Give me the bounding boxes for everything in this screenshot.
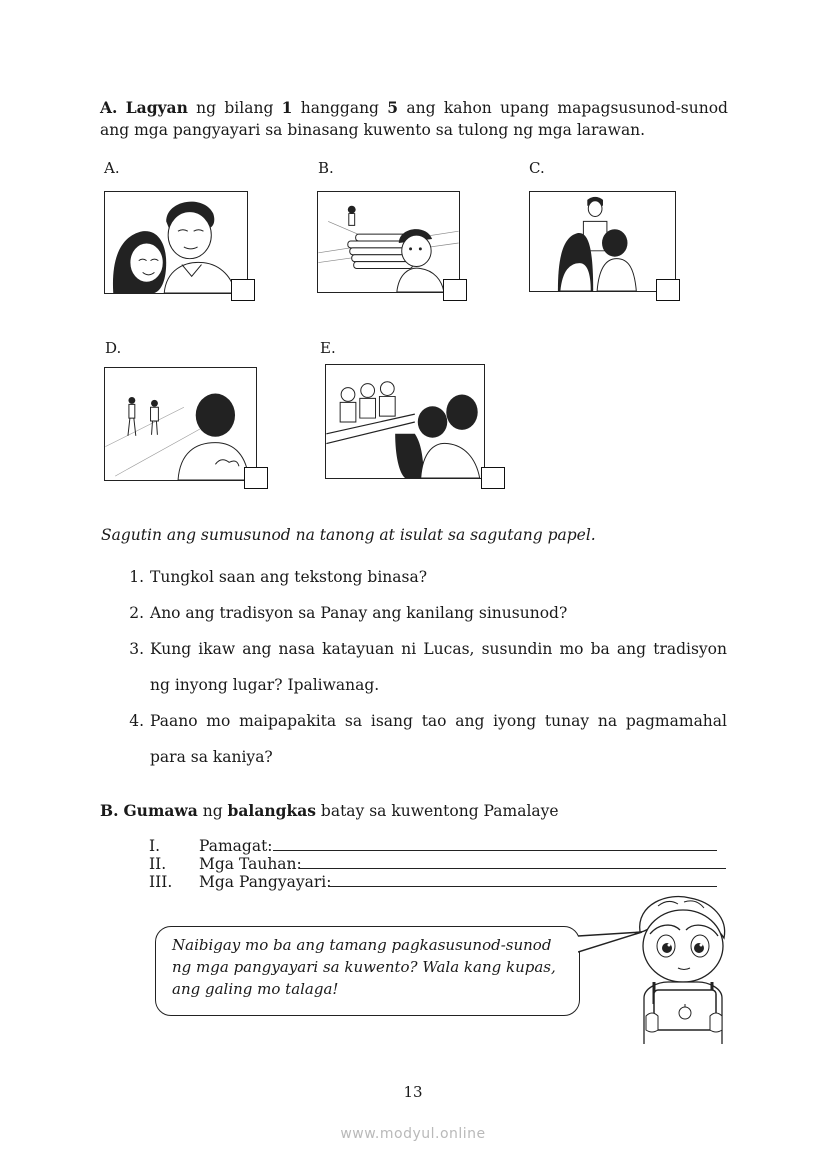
question-number: 4. bbox=[129, 712, 144, 730]
couple-facing-man-illustration bbox=[529, 191, 676, 292]
section-b-instruction bbox=[100, 801, 559, 820]
section-a-num-2: 5 bbox=[387, 98, 399, 117]
outline-item-tauhan bbox=[149, 855, 729, 873]
outline-item-pangyayari bbox=[149, 873, 729, 891]
outline-label: Mga Pangyayari: bbox=[199, 873, 332, 891]
outline-number: III. bbox=[149, 873, 173, 891]
pangyayari-answer-line[interactable] bbox=[328, 873, 717, 887]
question-text: Tungkol saan ang tekstong binasa? bbox=[150, 568, 428, 586]
question-number: 1. bbox=[129, 568, 144, 586]
question-item bbox=[126, 631, 728, 703]
people-seated-illustration bbox=[325, 364, 485, 479]
watermark: www.modyul.online bbox=[340, 1126, 486, 1142]
section-a-text-2: hanggang bbox=[292, 99, 388, 117]
section-a-bold-word: Lagyan bbox=[125, 98, 188, 117]
question-item bbox=[126, 559, 728, 595]
outline-number: II. bbox=[149, 855, 167, 873]
section-b-text-1: ng bbox=[197, 802, 228, 820]
picture-b-label: B. bbox=[318, 159, 334, 177]
answer-box-b[interactable] bbox=[443, 279, 467, 301]
question-number: 2. bbox=[129, 604, 144, 622]
answer-box-e[interactable] bbox=[481, 467, 505, 489]
section-a-text-3: ang kahon upang mapagsusunod-sunod ang mga pangyayari sa binasang kuwento sa tulong ng mga larawan. bbox=[100, 99, 728, 139]
outline-item-pamagat bbox=[149, 837, 729, 855]
answer-box-d[interactable] bbox=[244, 467, 268, 489]
picture-a-label: A. bbox=[104, 159, 120, 177]
question-number: 3. bbox=[129, 640, 144, 658]
tauhan-answer-line[interactable] bbox=[299, 855, 726, 869]
question-text: Paano mo maipapakita sa isang tao ang iyong tunay na pagmamahal para sa kaniya? bbox=[150, 712, 727, 766]
question-item bbox=[126, 703, 728, 775]
outline-number: I. bbox=[149, 837, 161, 855]
section-b-bold-1: Gumawa bbox=[123, 801, 198, 820]
section-a-text-1: ng bilang bbox=[187, 99, 282, 117]
question-text: Kung ikaw ang nasa katayuan ni Lucas, susundin mo ba ang tradisyon ng inyong lugar? Ipaliwanag. bbox=[150, 640, 727, 694]
question-text: Ano ang tradisyon sa Panay ang kanilang sinusunod? bbox=[150, 604, 568, 622]
answer-box-c[interactable] bbox=[656, 279, 680, 301]
section-b-bold-2: balangkas bbox=[227, 801, 316, 820]
page-number: 13 bbox=[403, 1083, 423, 1101]
questions-instruction: Sagutin ang sumusunod na tanong at isulat sa sagutang papel. bbox=[101, 526, 596, 544]
section-a-instruction bbox=[100, 97, 728, 141]
section-b-text-2: batay sa kuwentong Pamalaye bbox=[315, 802, 559, 820]
answer-box-a[interactable] bbox=[231, 279, 255, 301]
pamagat-answer-line[interactable] bbox=[273, 837, 717, 851]
section-b-letter: B. bbox=[100, 801, 119, 820]
man-by-log-pile-illustration bbox=[317, 191, 460, 293]
outline-label: Mga Tauhan: bbox=[199, 855, 302, 873]
section-a-letter: A. bbox=[100, 98, 118, 117]
speech-bubble-text: Naibigay mo ba ang tamang pagkasusunod-sunod ng mga pangyayari sa kuwento? Wala kang kupas, ang galing mo talaga! bbox=[172, 936, 556, 998]
picture-d-label: D. bbox=[105, 339, 122, 357]
man-watching-couple-illustration bbox=[104, 367, 257, 481]
question-item bbox=[126, 595, 728, 631]
couple-smiling-illustration bbox=[104, 191, 248, 294]
outline-label: Pamagat: bbox=[199, 837, 273, 855]
picture-e-label: E. bbox=[320, 339, 336, 357]
picture-c-label: C. bbox=[529, 159, 545, 177]
boy-mascot-illustration bbox=[628, 894, 738, 1044]
section-a-num-1: 1 bbox=[281, 98, 293, 117]
